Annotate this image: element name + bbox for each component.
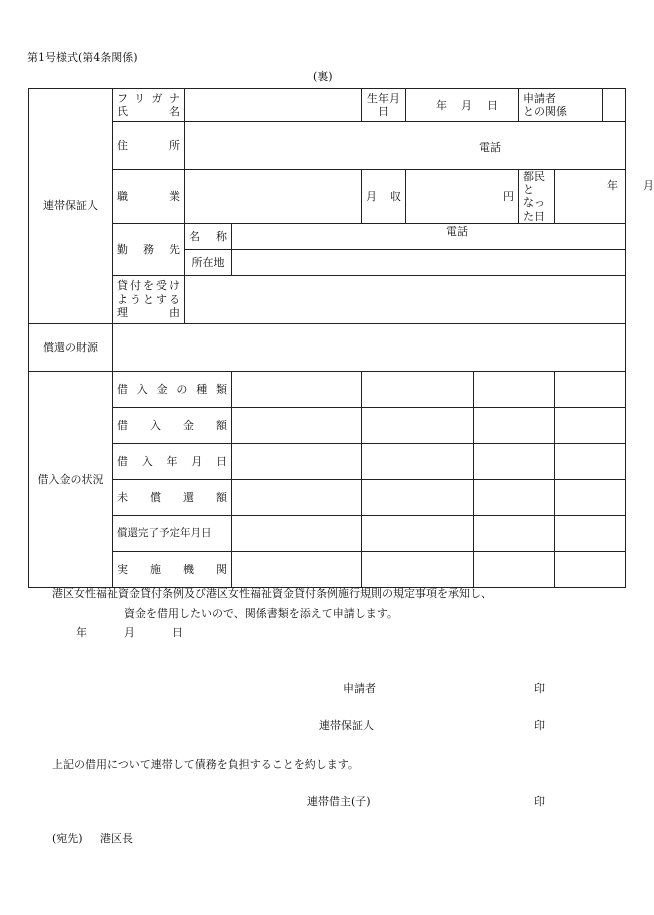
- borrowing-status-label: 借入金の状況: [29, 371, 113, 587]
- applicant-label: 申請者: [343, 682, 376, 695]
- borrowing-cell[interactable]: [232, 407, 362, 443]
- addressee-name: 港区長: [100, 832, 133, 845]
- borrowing-cell[interactable]: [232, 443, 362, 479]
- furigana-label: フリガナ: [117, 91, 180, 105]
- residence-label-line1: 都民と: [523, 170, 545, 197]
- residence-year-unit: 年: [607, 179, 618, 192]
- borrowing-cell[interactable]: [555, 515, 626, 551]
- birth-month-unit: 月: [461, 99, 472, 112]
- workplace-name-label: 名 称: [185, 223, 232, 249]
- residence-month-unit: 月: [643, 179, 654, 192]
- borrowing-cell[interactable]: [232, 551, 362, 587]
- declaration-line1: 港区女性福祉資金貸付条例及び港区女性福祉資金貸付条例施行規則の規定事項を承知し、: [52, 587, 492, 600]
- borrowing-cell[interactable]: [362, 515, 474, 551]
- borrowing-cell[interactable]: [555, 479, 626, 515]
- borrowing-cell[interactable]: [362, 407, 474, 443]
- borrowing-cell[interactable]: [474, 443, 555, 479]
- form-title: 第1号様式(第4条関係): [27, 51, 138, 64]
- side-label: (裏): [313, 70, 333, 83]
- monthly-income-field[interactable]: [406, 170, 519, 224]
- borrowing-cell[interactable]: [555, 371, 626, 407]
- workplace-name-field[interactable]: [232, 223, 626, 249]
- birthdate-label: 生年月日: [362, 89, 406, 122]
- borrowing-cell[interactable]: [555, 443, 626, 479]
- borrowing-cell[interactable]: [474, 551, 555, 587]
- furigana-name-label-cell: [113, 89, 185, 122]
- borrowing-row-label: 借入年月日: [113, 443, 232, 479]
- monthly-income-label: 月 収: [362, 170, 406, 224]
- guarantor-sign-label: 連帯保証人: [319, 719, 374, 732]
- date-year-unit: 年: [76, 626, 87, 639]
- borrowing-cell[interactable]: [555, 407, 626, 443]
- borrowing-cell[interactable]: [232, 515, 362, 551]
- address-label: 住 所: [113, 122, 185, 170]
- relation-label-line2: との関係: [523, 105, 567, 118]
- declaration-line2: 資金を借用したいので、関係書類を添えて申請します。: [124, 607, 398, 620]
- application-form-table: [28, 88, 654, 588]
- loan-reason-label-cell: [113, 275, 185, 323]
- birthdate-field[interactable]: [406, 89, 519, 122]
- borrowing-cell[interactable]: [362, 551, 474, 587]
- guarantor-name-field[interactable]: [185, 89, 362, 122]
- occupation-label: 職 業: [113, 170, 185, 224]
- name-label: 氏 名: [117, 105, 180, 118]
- date-month-unit: 月: [124, 626, 135, 639]
- birth-year-unit: 年: [436, 99, 447, 112]
- guarantor-section-label: 連帯保証人: [29, 89, 113, 324]
- residence-label-cell: [519, 170, 555, 224]
- borrowing-cell[interactable]: [362, 479, 474, 515]
- borrowing-row-label: 借入金額: [113, 407, 232, 443]
- repayment-source-label: 償還の財源: [29, 323, 113, 371]
- relation-label-line1: 申請者: [523, 91, 556, 105]
- applicant-seal: 印: [534, 682, 545, 695]
- workplace-address-label: 所在地: [185, 249, 232, 275]
- repayment-source-field[interactable]: [113, 323, 626, 371]
- address-field[interactable]: [185, 122, 626, 170]
- borrowing-row-label: 償還完了予定年月日: [113, 515, 232, 551]
- borrowing-cell[interactable]: [555, 551, 626, 587]
- borrowing-cell[interactable]: [474, 407, 555, 443]
- occupation-field[interactable]: [185, 170, 362, 224]
- relation-label-cell: [519, 89, 603, 122]
- workplace-address-field[interactable]: [232, 249, 626, 275]
- address-phone-label: 電話: [479, 141, 501, 154]
- borrowing-cell[interactable]: [474, 479, 555, 515]
- co-borrower-label: 連帯借主(子): [307, 795, 371, 808]
- loan-reason-field[interactable]: [185, 275, 626, 323]
- yen-unit: 円: [503, 189, 514, 203]
- addressee-prefix: (宛先): [52, 832, 83, 845]
- borrowing-row-label: 実施機関: [113, 551, 232, 587]
- date-day-unit: 日: [172, 626, 183, 639]
- borrowing-cell[interactable]: [474, 371, 555, 407]
- relation-field[interactable]: [603, 89, 626, 122]
- borrowing-cell[interactable]: [232, 479, 362, 515]
- loan-reason-label-line1: 貸付を受け: [117, 279, 180, 293]
- loan-reason-label-line2: ようとする: [117, 292, 180, 306]
- workplace-label: 勤務先: [113, 223, 185, 275]
- borrowing-cell[interactable]: [474, 515, 555, 551]
- borrowing-row-label: 未償還額: [113, 479, 232, 515]
- co-borrower-seal: 印: [534, 795, 545, 808]
- joint-statement: 上記の借用について連帯して債務を負担することを約します。: [52, 758, 359, 771]
- workplace-phone-label: 電話: [446, 224, 468, 238]
- borrowing-cell[interactable]: [362, 443, 474, 479]
- guarantor-seal: 印: [534, 719, 545, 732]
- birth-day-unit: 日: [487, 99, 498, 112]
- borrowing-cell[interactable]: [232, 371, 362, 407]
- borrowing-cell[interactable]: [362, 371, 474, 407]
- borrowing-row-label: 借入金の種類: [113, 371, 232, 407]
- residence-date-field[interactable]: [555, 170, 654, 224]
- residence-label-line2: なった日: [523, 196, 545, 223]
- loan-reason-label-line3: 理 由: [117, 305, 180, 319]
